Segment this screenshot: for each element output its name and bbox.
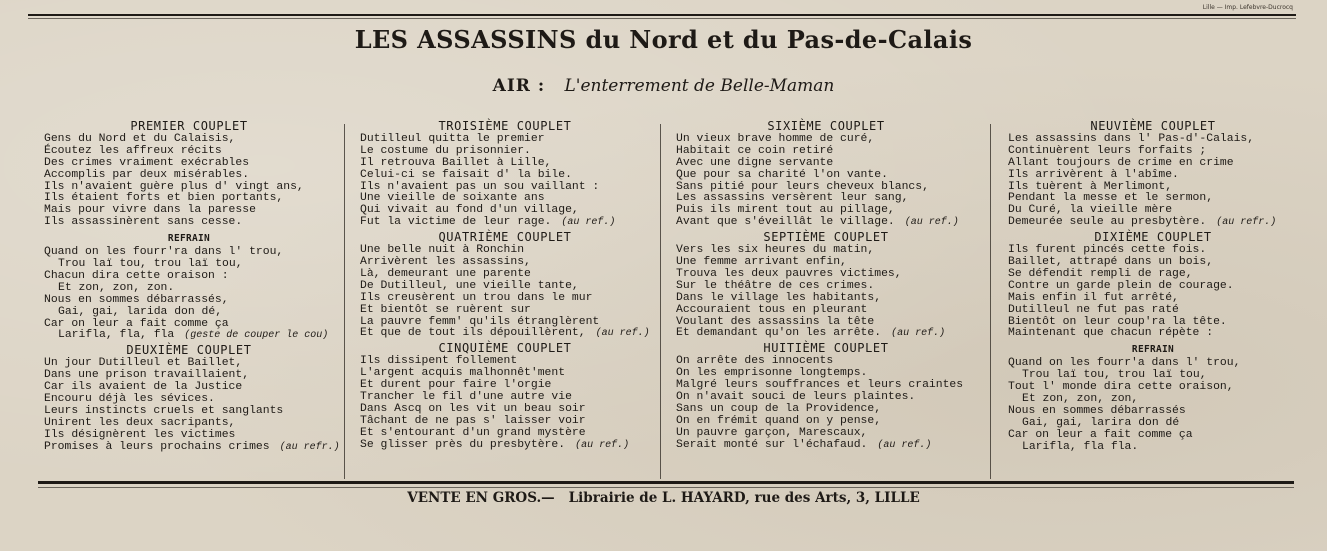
verse-text: Sans pitié pour leurs cheveux blancs, — [676, 180, 929, 193]
verse-text: Chacun dira cette oraison : — [44, 269, 229, 282]
verse-line — [1008, 442, 1298, 454]
couplet-heading: QUATRIÈME COUPLET — [438, 230, 572, 245]
verse-text: Avec une digne servante — [676, 156, 834, 169]
verse-text: Sans un coup de la Providence, — [676, 402, 882, 415]
verse-text: Et demandant qu'on les arrête. — [676, 327, 882, 340]
verse-text: Fut la victime de leur rage. — [360, 216, 552, 229]
verse-text: Et que de tout ils dépouillèrent, — [360, 327, 586, 340]
verse-text: Avant que s'éveillât le village. — [676, 216, 895, 229]
verse-text: Trou laï tou, trou laï tou, — [1022, 369, 1207, 382]
refrain-cue: (au ref.) — [595, 328, 650, 340]
verse-text: La pauvre femm' qu'ils étranglèrent — [360, 315, 600, 328]
verse-column-4 — [1008, 118, 1298, 478]
couplet-heading: CINQUIÈME COUPLET — [438, 341, 572, 356]
refrain-cue: (au ref.) — [904, 217, 959, 229]
verse-text: Ils dissipent follement — [360, 355, 518, 368]
verse-text: Du Curé, la vieille mère — [1008, 204, 1173, 217]
couplet-heading: SIXIÈME COUPLET — [767, 119, 885, 133]
verse-text: Larifla, fla fla. — [1022, 440, 1139, 453]
verse-text: Malgré leurs souffrances et leurs craintes — [676, 379, 964, 392]
verse-text: Le costume du prisonnier. — [360, 144, 531, 157]
verse-text: Nous en sommes débarrassés, — [44, 293, 229, 306]
verse-text: Encouru déjà les sévices. — [44, 392, 215, 405]
refrain-cue: (au ref.) — [575, 439, 630, 451]
verse-text: Puis ils mirent tout au pillage, — [676, 204, 895, 217]
bottom-rule-thin — [38, 487, 1294, 488]
verse-text: Et bientôt se ruèrent sur — [360, 303, 531, 316]
couplet-heading: HUITIÈME COUPLET — [763, 341, 889, 356]
verse-text: Leurs instincts cruels et sanglants — [44, 404, 284, 417]
verse-text: Se glisser près du presbytère. — [360, 438, 566, 451]
verse-text: Quand on les fourr'a dans l' trou, — [1008, 357, 1241, 370]
verse-line — [44, 217, 334, 229]
verse-text: Baillet, attrapé dans un bois, — [1008, 255, 1214, 268]
verse-line — [360, 440, 650, 452]
verse-line — [676, 440, 976, 452]
verse-text: Sur le théâtre de ces crimes. — [676, 279, 875, 292]
verse-text: Dutilleul quitta le premier — [360, 132, 545, 145]
verse-text: Tout l' monde dira cette oraison, — [1008, 381, 1234, 394]
verse-text: Qui vivait au fond d'un village, — [360, 204, 579, 217]
couplet-heading: DIXIÈME COUPLET — [1094, 230, 1212, 245]
verse-text: Contre un garde plein de courage. — [1008, 279, 1234, 292]
verse-text: Les assassins dans l' Pas-d'-Calais, — [1008, 132, 1255, 145]
verse-line — [1008, 217, 1298, 229]
verse-text: Et zon, zon, zon, — [1022, 392, 1139, 405]
verse-text: Gai, gai, larida don dé, — [58, 305, 223, 318]
air-label: AIR : — [492, 76, 546, 96]
couplet-heading: NEUVIÈME COUPLET — [1090, 119, 1216, 133]
verse-text: Ils n'avaient guère plus d' vingt ans, — [44, 180, 304, 193]
verse-text: Quand on les fourr'ra dans l' trou, — [44, 246, 284, 259]
air-tune: L'enterrement de Belle-Maman — [564, 76, 835, 96]
verse-text: Tâchant de ne pas s' laisser voir — [360, 414, 586, 427]
verse-text: Gens du Nord et du Calaisis, — [44, 132, 236, 145]
refrain-cue: (au refr.) — [1216, 217, 1277, 229]
verse-text: Gai, gai, larira don dé — [1022, 416, 1180, 429]
verse-text: Accomplis par deux misérables. — [44, 168, 250, 181]
verse-text: Il retrouva Baillet à Lille, — [360, 156, 552, 169]
verse-text: Là, demeurant une parente — [360, 267, 531, 280]
verse-text: L'argent acquis malhonnêt'ment — [360, 367, 566, 380]
air-line — [0, 76, 1327, 96]
verse-text: Et zon, zon, zon. — [58, 281, 175, 294]
verse-text: Nous en sommes débarrassés — [1008, 404, 1186, 417]
verse-text: Un pauvre garçon, Marescaux, — [676, 426, 868, 439]
verse-line — [44, 440, 340, 454]
verse-text: Dans une prison travaillaient, — [44, 369, 250, 382]
column-divider — [344, 124, 345, 479]
verse-text: Trouva les deux pauvres victimes, — [676, 267, 902, 280]
verse-text: Trancher le fil d'une autre vie — [360, 390, 572, 403]
verse-text: On les emprisonne longtemps. — [676, 367, 868, 380]
verse-text: Ils creusèrent un trou dans le mur — [360, 291, 593, 304]
verse-text: Habitait ce coin retiré — [676, 144, 834, 157]
verse-text: Pendant la messe et le sermon, — [1008, 192, 1214, 205]
verse-text: Une vieille de soixante ans — [360, 192, 545, 205]
verse-text: Dans le village les habitants, — [676, 291, 882, 304]
verse-text: Allant toujours de crime en crime — [1008, 156, 1234, 169]
refrain-cue: (geste de couper le cou) — [184, 330, 329, 342]
verse-text: Maintenant que chacun répète : — [1008, 327, 1214, 340]
verse-text: Que pour sa charité l'on vante. — [676, 168, 888, 181]
verse-line — [676, 328, 976, 340]
verse-line — [360, 217, 650, 229]
verse-text: Mais enfin il fut arrêté, — [1008, 291, 1179, 304]
verse-text: Les assassins versèrent leur sang, — [676, 192, 909, 205]
verse-text: Dans Ascq on les vit un beau soir — [360, 402, 586, 415]
verse-text: Accouraient tous en pleurant — [676, 303, 868, 316]
refrain-cue: (au refr.) — [279, 441, 340, 453]
verse-line — [44, 330, 334, 342]
footer-publisher: Librairie de L. HAYARD, rue des Arts, 3, LILLE — [568, 490, 920, 506]
couplet-heading: TROISIÈME COUPLET — [438, 119, 572, 133]
verse-text: Une belle nuit à Ronchin — [360, 244, 525, 257]
top-rule — [28, 14, 1296, 16]
column-divider — [660, 124, 661, 479]
bottom-rule — [38, 481, 1294, 484]
verse-text: Et s'entourant d'un grand mystère — [360, 426, 586, 439]
refrain-cue: (au ref.) — [891, 328, 946, 340]
refrain-cue: (au ref.) — [561, 217, 616, 229]
verse-text: Ils arrivèrent à l'abîme. — [1008, 168, 1179, 181]
printer-imprint: Lille — Imp. Lefebvre-Ducrocq — [1202, 4, 1293, 11]
couplet-heading: SEPTIÈME COUPLET — [763, 230, 889, 245]
verse-text: Ils furent pincés cette fois. — [1008, 244, 1207, 257]
footer-wholesale: VENTE EN GROS.— — [407, 490, 555, 506]
verse-column-3 — [676, 118, 976, 478]
verse-text: Car ils avaient de la Justice — [44, 381, 243, 394]
verse-text: On en frémit quand on y pense, — [676, 414, 882, 427]
couplet-heading: PREMIER COUPLET — [130, 119, 248, 133]
verse-text: Dutilleul ne fut pas raté — [1008, 303, 1179, 316]
refrain-heading: REFRAIN — [167, 233, 211, 245]
verse-line — [360, 328, 650, 340]
verse-text: On arrête des innocents — [676, 355, 834, 368]
verse-text: Un vieux brave homme de curé, — [676, 132, 875, 145]
verse-text: Car on leur a fait comme ça — [1008, 428, 1193, 441]
verse-text: Larifla, fla, fla — [58, 329, 175, 342]
verse-text: Trou laï tou, trou laï tou, — [58, 257, 243, 270]
verse-text: Se défendit rempli de rage, — [1008, 267, 1193, 280]
verse-text: Écoutez les affreux récits — [44, 144, 222, 157]
refrain-heading: REFRAIN — [1131, 344, 1175, 356]
verse-line — [1008, 328, 1298, 340]
verse-text: Un jour Dutilleul et Baillet, — [44, 357, 243, 370]
verse-line — [676, 217, 976, 229]
verse-column-1 — [44, 118, 340, 478]
verse-column-2 — [360, 118, 650, 478]
verse-text: Car on leur a fait comme ça — [44, 317, 229, 330]
verse-text: Ils désignèrent les victimes — [44, 428, 236, 441]
verse-text: Celui-ci se faisait d' la bile. — [360, 168, 572, 181]
verse-text: Bientôt on leur coup'ra la tête. — [1008, 315, 1227, 328]
verse-text: Arrivèrent les assassins, — [360, 255, 531, 268]
verse-text: Vers les six heures du matin, — [676, 244, 875, 257]
verse-text: Voulant des assassins la tête — [676, 315, 875, 328]
verse-text: Ils étaient forts et bien portants, — [44, 192, 284, 205]
refrain-cue: (au ref.) — [877, 439, 932, 451]
top-rule-thin — [28, 18, 1296, 19]
verse-text: Promises à leurs prochains crimes — [44, 440, 270, 453]
verse-text: Continuèrent leurs forfaits ; — [1008, 144, 1207, 157]
verse-text: Mais pour vivre dans la paresse — [44, 204, 256, 217]
verse-text: Serait monté sur l'échafaud. — [676, 438, 868, 451]
column-divider — [990, 124, 991, 479]
song-title: LES ASSASSINS du Nord et du Pas-de-Calais — [354, 25, 973, 54]
verse-text: Ils n'avaient pas un sou vaillant : — [360, 180, 600, 193]
verse-text: Unirent les deux sacripants, — [44, 416, 236, 429]
verse-text: Des crimes vraiment exécrables — [44, 156, 250, 169]
couplet-heading: DEUXIÈME COUPLET — [126, 343, 252, 358]
verse-text: On n'avait souci de leurs plaintes. — [676, 390, 916, 403]
verse-text: Ils assassinèrent sans cesse. — [44, 216, 243, 229]
verse-text: Une femme arrivant enfin, — [676, 255, 847, 268]
footer — [0, 490, 1327, 506]
verse-text: De Dutilleul, une vieille tante, — [360, 279, 579, 292]
verse-text: Demeurée seule au presbytère. — [1008, 216, 1207, 229]
verse-text: Et durent pour faire l'orgie — [360, 379, 552, 392]
verse-text: Ils tuèrent à Merlimont, — [1008, 180, 1173, 193]
